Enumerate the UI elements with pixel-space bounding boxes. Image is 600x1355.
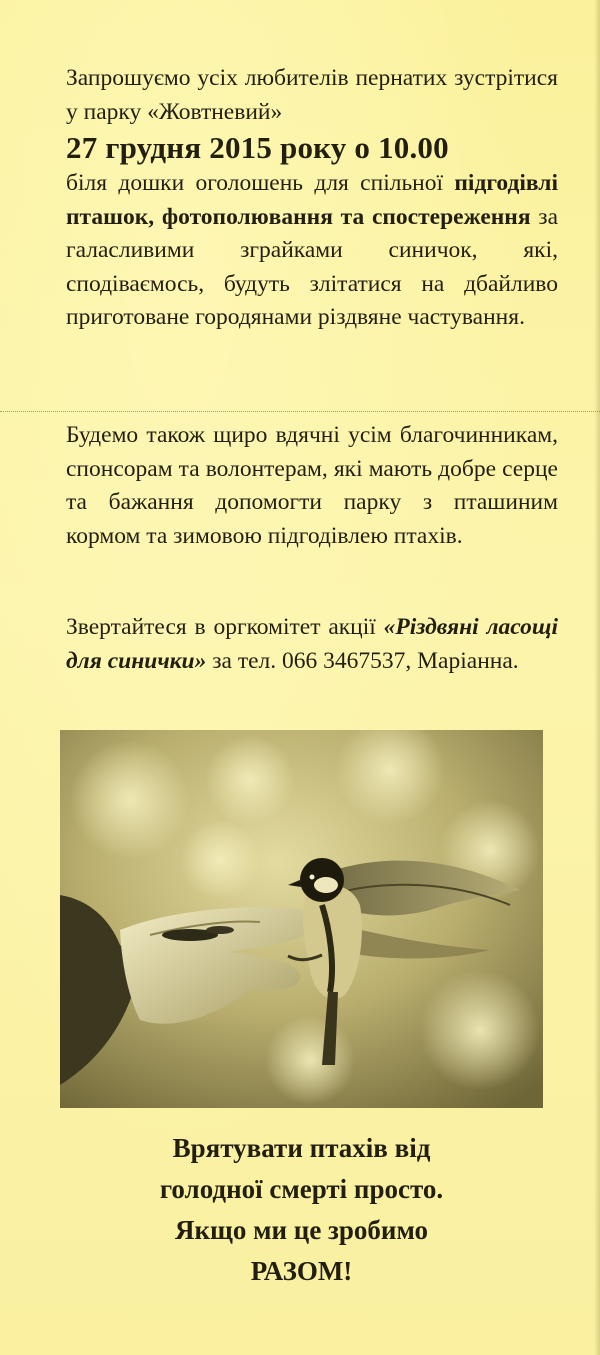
contact-paragraph bbox=[66, 611, 558, 678]
slogan-line-3: Якщо ми це зробимо bbox=[174, 1215, 429, 1245]
slogan-line-1: Врятувати птахів від bbox=[172, 1133, 431, 1163]
activities-bold: підгодівлі пташок, фотополювання та спостереження bbox=[66, 170, 559, 230]
closing-slogan bbox=[60, 1128, 543, 1292]
fold-line bbox=[0, 411, 600, 412]
invitation-rest: за галасливими зграйками синичок, які, сподіваємось, будуть злітатися на дбайливо приготоване городянами різдвяне частування. bbox=[66, 203, 559, 330]
titmouse-on-hand-illustration bbox=[60, 730, 543, 1108]
invitation-line-1: Запрошуємо усіх любителів пернатих bbox=[66, 65, 448, 91]
slogan-line-4: РАЗОМ! bbox=[250, 1256, 353, 1286]
paper-edge bbox=[594, 0, 600, 1355]
contact-phone: за тел. 066 3467537, Маріанна. bbox=[212, 647, 519, 674]
invitation-line-2: зустрітися у парку «Жовтневий» bbox=[66, 65, 558, 125]
slogan-line-2: голодної смерті просто. bbox=[159, 1174, 444, 1204]
action-name: «Різдвяні ласощі для синички» bbox=[66, 614, 559, 674]
bird-photo bbox=[60, 730, 543, 1108]
thanks-paragraph: Будемо також щиро вдячні усім благочинникам, спонсорам та волонтерам, які мають добре серце та бажання допомогти парку з пташиним кормом та зимовою підгодівлею птахів. bbox=[66, 422, 558, 549]
event-date: 27 грудня 2015 року о 10.00 bbox=[66, 130, 449, 165]
contact-lead: Звертайтеся в оргкомітет акції bbox=[66, 614, 376, 640]
invitation-line-4: біля дошки оголошень для спільної bbox=[66, 170, 444, 196]
invitation-paragraph bbox=[66, 62, 558, 335]
